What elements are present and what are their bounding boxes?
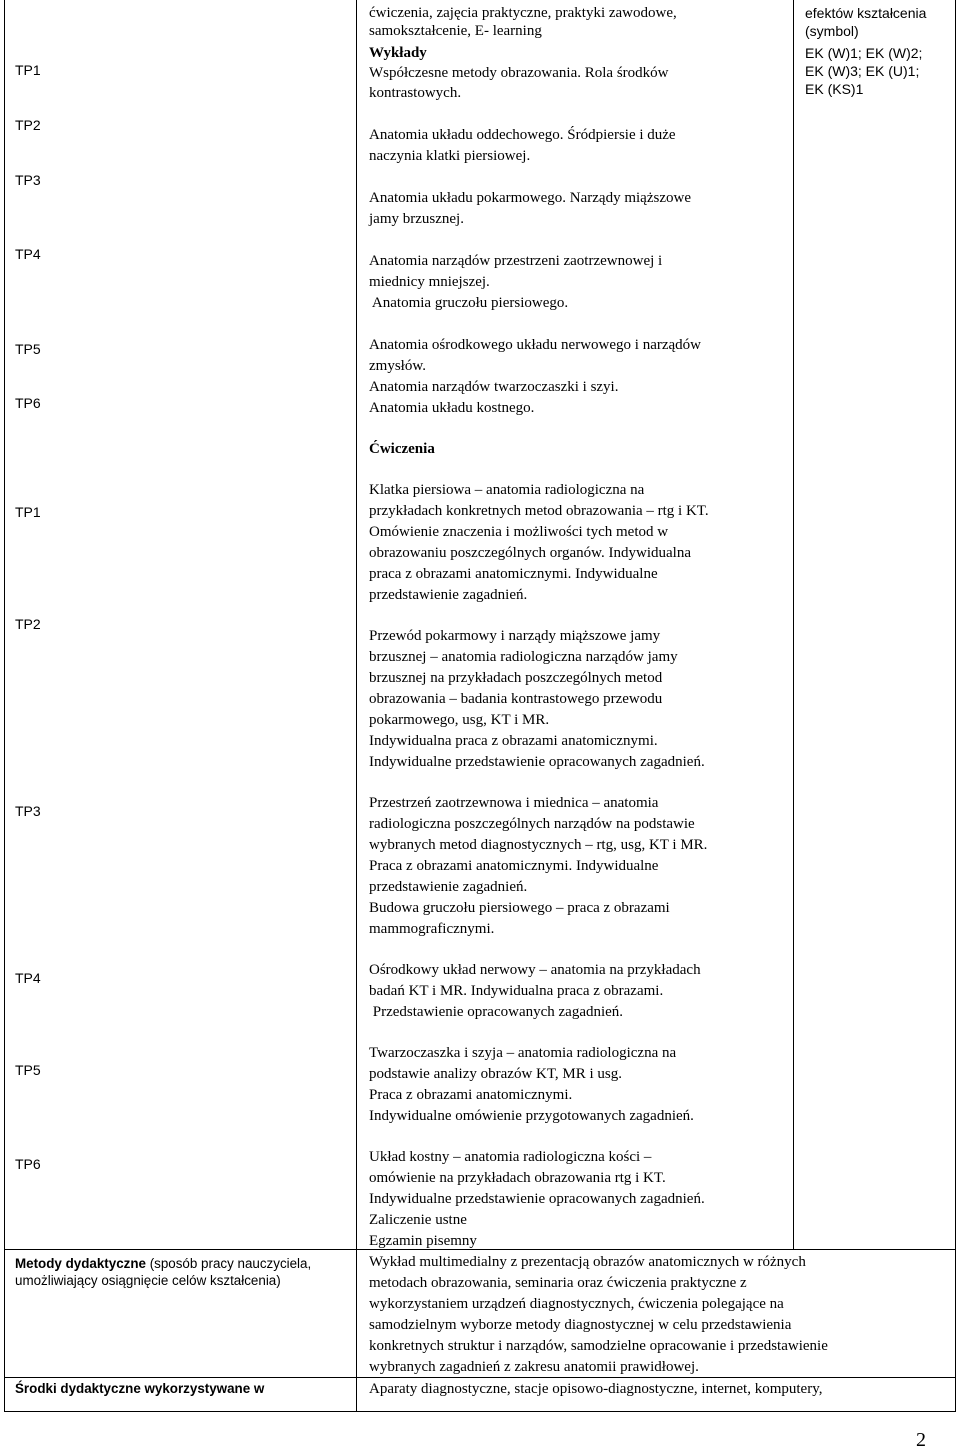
exercise-tp3-line6: Budowa gruczołu piersiowego – praca z obrazami	[369, 900, 670, 916]
lecture-tp4-line1: Anatomia narządów przestrzeni zaotrzewnowej i	[369, 253, 663, 269]
effects-header-line1: efektów kształcenia	[805, 5, 927, 21]
methods-line3: wykorzystaniem urządzeń diagnostycznych, ćwiczenia polegające na	[369, 1296, 784, 1312]
column-divider-2	[793, 0, 794, 1249]
aids-line: Aparaty diagnostyczne, stacje opisowo-diagnostyczne, internet, komputery,	[369, 1381, 823, 1397]
exercise-code-tp5: TP5	[15, 1062, 41, 1078]
lectures-heading: Wykłady	[369, 45, 427, 61]
exercise-tp3-line2: radiologiczna poszczególnych narządów na podstawie	[369, 816, 695, 832]
table-border-bottom	[4, 1411, 956, 1412]
table-border-right	[955, 0, 956, 1412]
exercise-tp5-line4: Indywidualne omówienie przygotowanych zagadnień.	[369, 1108, 694, 1124]
exercise-tp2-line7: Indywidualne przedstawienie opracowanych zagadnień.	[369, 754, 705, 770]
exercise-tp1-line3: Omówienie znaczenia i możliwości tych metod w	[369, 524, 669, 540]
methods-label-line1	[15, 1256, 311, 1271]
forms-header-line1: ćwiczenia, zajęcia praktyczne, praktyki zawodowe,	[369, 5, 677, 21]
lecture-tp5-line2: zmysłów.	[369, 358, 426, 374]
effects-header-line2: (symbol)	[805, 23, 859, 39]
exercise-code-tp1: TP1	[15, 504, 41, 520]
methods-line5: konkretnych struktur i narządów, samodzielne opracowanie i przedstawienie	[369, 1338, 828, 1354]
exercise-code-tp6: TP6	[15, 1156, 41, 1172]
lecture-tp3-line2: jamy brzusznej.	[369, 211, 464, 227]
lecture-tp6-line1: Anatomia narządów twarzoczaszki i szyi.	[369, 379, 619, 395]
exercise-tp6-line3: Indywidualne przedstawienie opracowanych zagadnień.	[369, 1191, 705, 1207]
exercise-tp3-line5: przedstawienie zagadnień.	[369, 879, 528, 895]
lecture-tp2-line2: naczynia klatki piersiowej.	[369, 148, 531, 164]
lecture-tp4-line2: miednicy mniejszej.	[369, 274, 490, 290]
lecture-effects-line2: EK (W)3; EK (U)1;	[805, 63, 920, 79]
methods-label-bold: Metody dydaktyczne	[15, 1256, 146, 1271]
methods-line6: wybranych zagadnień z zakresu anatomii prawidłowej.	[369, 1359, 699, 1375]
exercise-tp6-line5: Egzamin pisemny	[369, 1233, 477, 1249]
methods-label-rest: (sposób pracy nauczyciela,	[145, 1256, 312, 1271]
exercise-tp2-line1: Przewód pokarmowy i narządy miąższowe jamy	[369, 628, 661, 644]
lecture-code-tp3: TP3	[15, 172, 41, 188]
exercises-heading: Ćwiczenia	[369, 441, 435, 457]
row-divider-aids	[4, 1377, 956, 1378]
methods-label-line2: umożliwiający osiągnięcie celów kształcenia)	[15, 1273, 281, 1288]
lecture-code-tp1: TP1	[15, 62, 41, 78]
exercise-tp1-line1: Klatka piersiowa – anatomia radiologiczna na	[369, 482, 645, 498]
lecture-tp4-line3: Anatomia gruczołu piersiowego.	[369, 295, 569, 311]
exercise-tp1-line5: praca z obrazami anatomicznymi. Indywidualne	[369, 566, 658, 582]
exercise-tp1-line4: obrazowaniu poszczególnych organów. Indywidualna	[369, 545, 691, 561]
page-number: 2	[916, 1429, 926, 1451]
exercise-tp6-line1: Układ kostny – anatomia radiologiczna kości –	[369, 1149, 652, 1165]
exercise-tp5-line2: podstawie analizy obrazów KT, MR i usg.	[369, 1066, 623, 1082]
exercise-tp5-line3: Praca z obrazami anatomicznymi.	[369, 1087, 573, 1103]
exercise-tp2-line4: obrazowania – badania kontrastowego przewodu	[369, 691, 663, 707]
exercise-tp6-line2: omówienie na przykładach obrazowania rtg i KT.	[369, 1170, 666, 1186]
row-divider-methods	[4, 1249, 956, 1250]
lecture-code-tp5: TP5	[15, 341, 41, 357]
aids-label: Środki dydaktyczne wykorzystywane w	[15, 1381, 265, 1396]
lecture-tp1-line1: Współczesne metody obrazowania. Rola środków	[369, 65, 669, 81]
lecture-effects-line3: EK (KS)1	[805, 81, 864, 97]
lecture-code-tp2: TP2	[15, 117, 41, 133]
exercise-tp2-line3: brzusznej na przykładach poszczególnych metod	[369, 670, 663, 686]
exercise-tp3-line1: Przestrzeń zaotrzewnowa i miednica – anatomia	[369, 795, 659, 811]
lecture-code-tp4: TP4	[15, 246, 41, 262]
exercise-code-tp3: TP3	[15, 803, 41, 819]
lecture-tp3-line1: Anatomia układu pokarmowego. Narządy miąższowe	[369, 190, 691, 206]
lecture-code-tp6: TP6	[15, 395, 41, 411]
exercise-tp3-line4: Praca z obrazami anatomicznymi. Indywidualne	[369, 858, 659, 874]
exercise-tp4-line3: Przedstawienie opracowanych zagadnień.	[369, 1004, 624, 1020]
methods-line1: Wykład multimedialny z prezentacją obrazów anatomicznych w różnych	[369, 1254, 806, 1270]
exercise-tp3-line3: wybranych metod diagnostycznych – rtg, usg, KT i MR.	[369, 837, 708, 853]
exercise-code-tp4: TP4	[15, 970, 41, 986]
exercise-tp1-line6: przedstawienie zagadnień.	[369, 587, 528, 603]
lecture-tp6-line2: Anatomia układu kostnego.	[369, 400, 535, 416]
exercise-tp3-line7: mammograficznymi.	[369, 921, 495, 937]
forms-header-line2: samokształcenie, E- learning	[369, 23, 542, 39]
lecture-effects-line1: EK (W)1; EK (W)2;	[805, 45, 923, 61]
exercise-tp4-line1: Ośrodkowy układ nerwowy – anatomia na przykładach	[369, 962, 701, 978]
exercise-tp6-line4: Zaliczenie ustne	[369, 1212, 467, 1228]
exercise-tp2-line6: Indywidualna praca z obrazami anatomicznymi.	[369, 733, 658, 749]
column-divider-1	[356, 0, 357, 1412]
exercise-tp2-line5: pokarmowego, usg, KT i MR.	[369, 712, 550, 728]
exercise-tp5-line1: Twarzoczaszka i szyja – anatomia radiologiczna na	[369, 1045, 677, 1061]
lecture-tp5-line1: Anatomia ośrodkowego układu nerwowego i narządów	[369, 337, 701, 353]
lecture-tp1-line2: kontrastowych.	[369, 85, 462, 101]
exercise-code-tp2: TP2	[15, 616, 41, 632]
lecture-tp2-line1: Anatomia układu oddechowego. Śródpiersie i duże	[369, 127, 676, 143]
table-border-left	[4, 0, 5, 1412]
exercise-tp4-line2: badań KT i MR. Indywidualna praca z obrazami.	[369, 983, 664, 999]
methods-line4: samodzielnym wyborze metody diagnostycznej w celu przedstawienia	[369, 1317, 792, 1333]
exercise-tp2-line2: brzusznej – anatomia radiologiczna narządów jamy	[369, 649, 678, 665]
methods-line2: metodach obrazowania, seminaria oraz ćwiczenia praktyczne z	[369, 1275, 747, 1291]
exercise-tp1-line2: przykładach konkretnych metod obrazowania – rtg i KT.	[369, 503, 709, 519]
